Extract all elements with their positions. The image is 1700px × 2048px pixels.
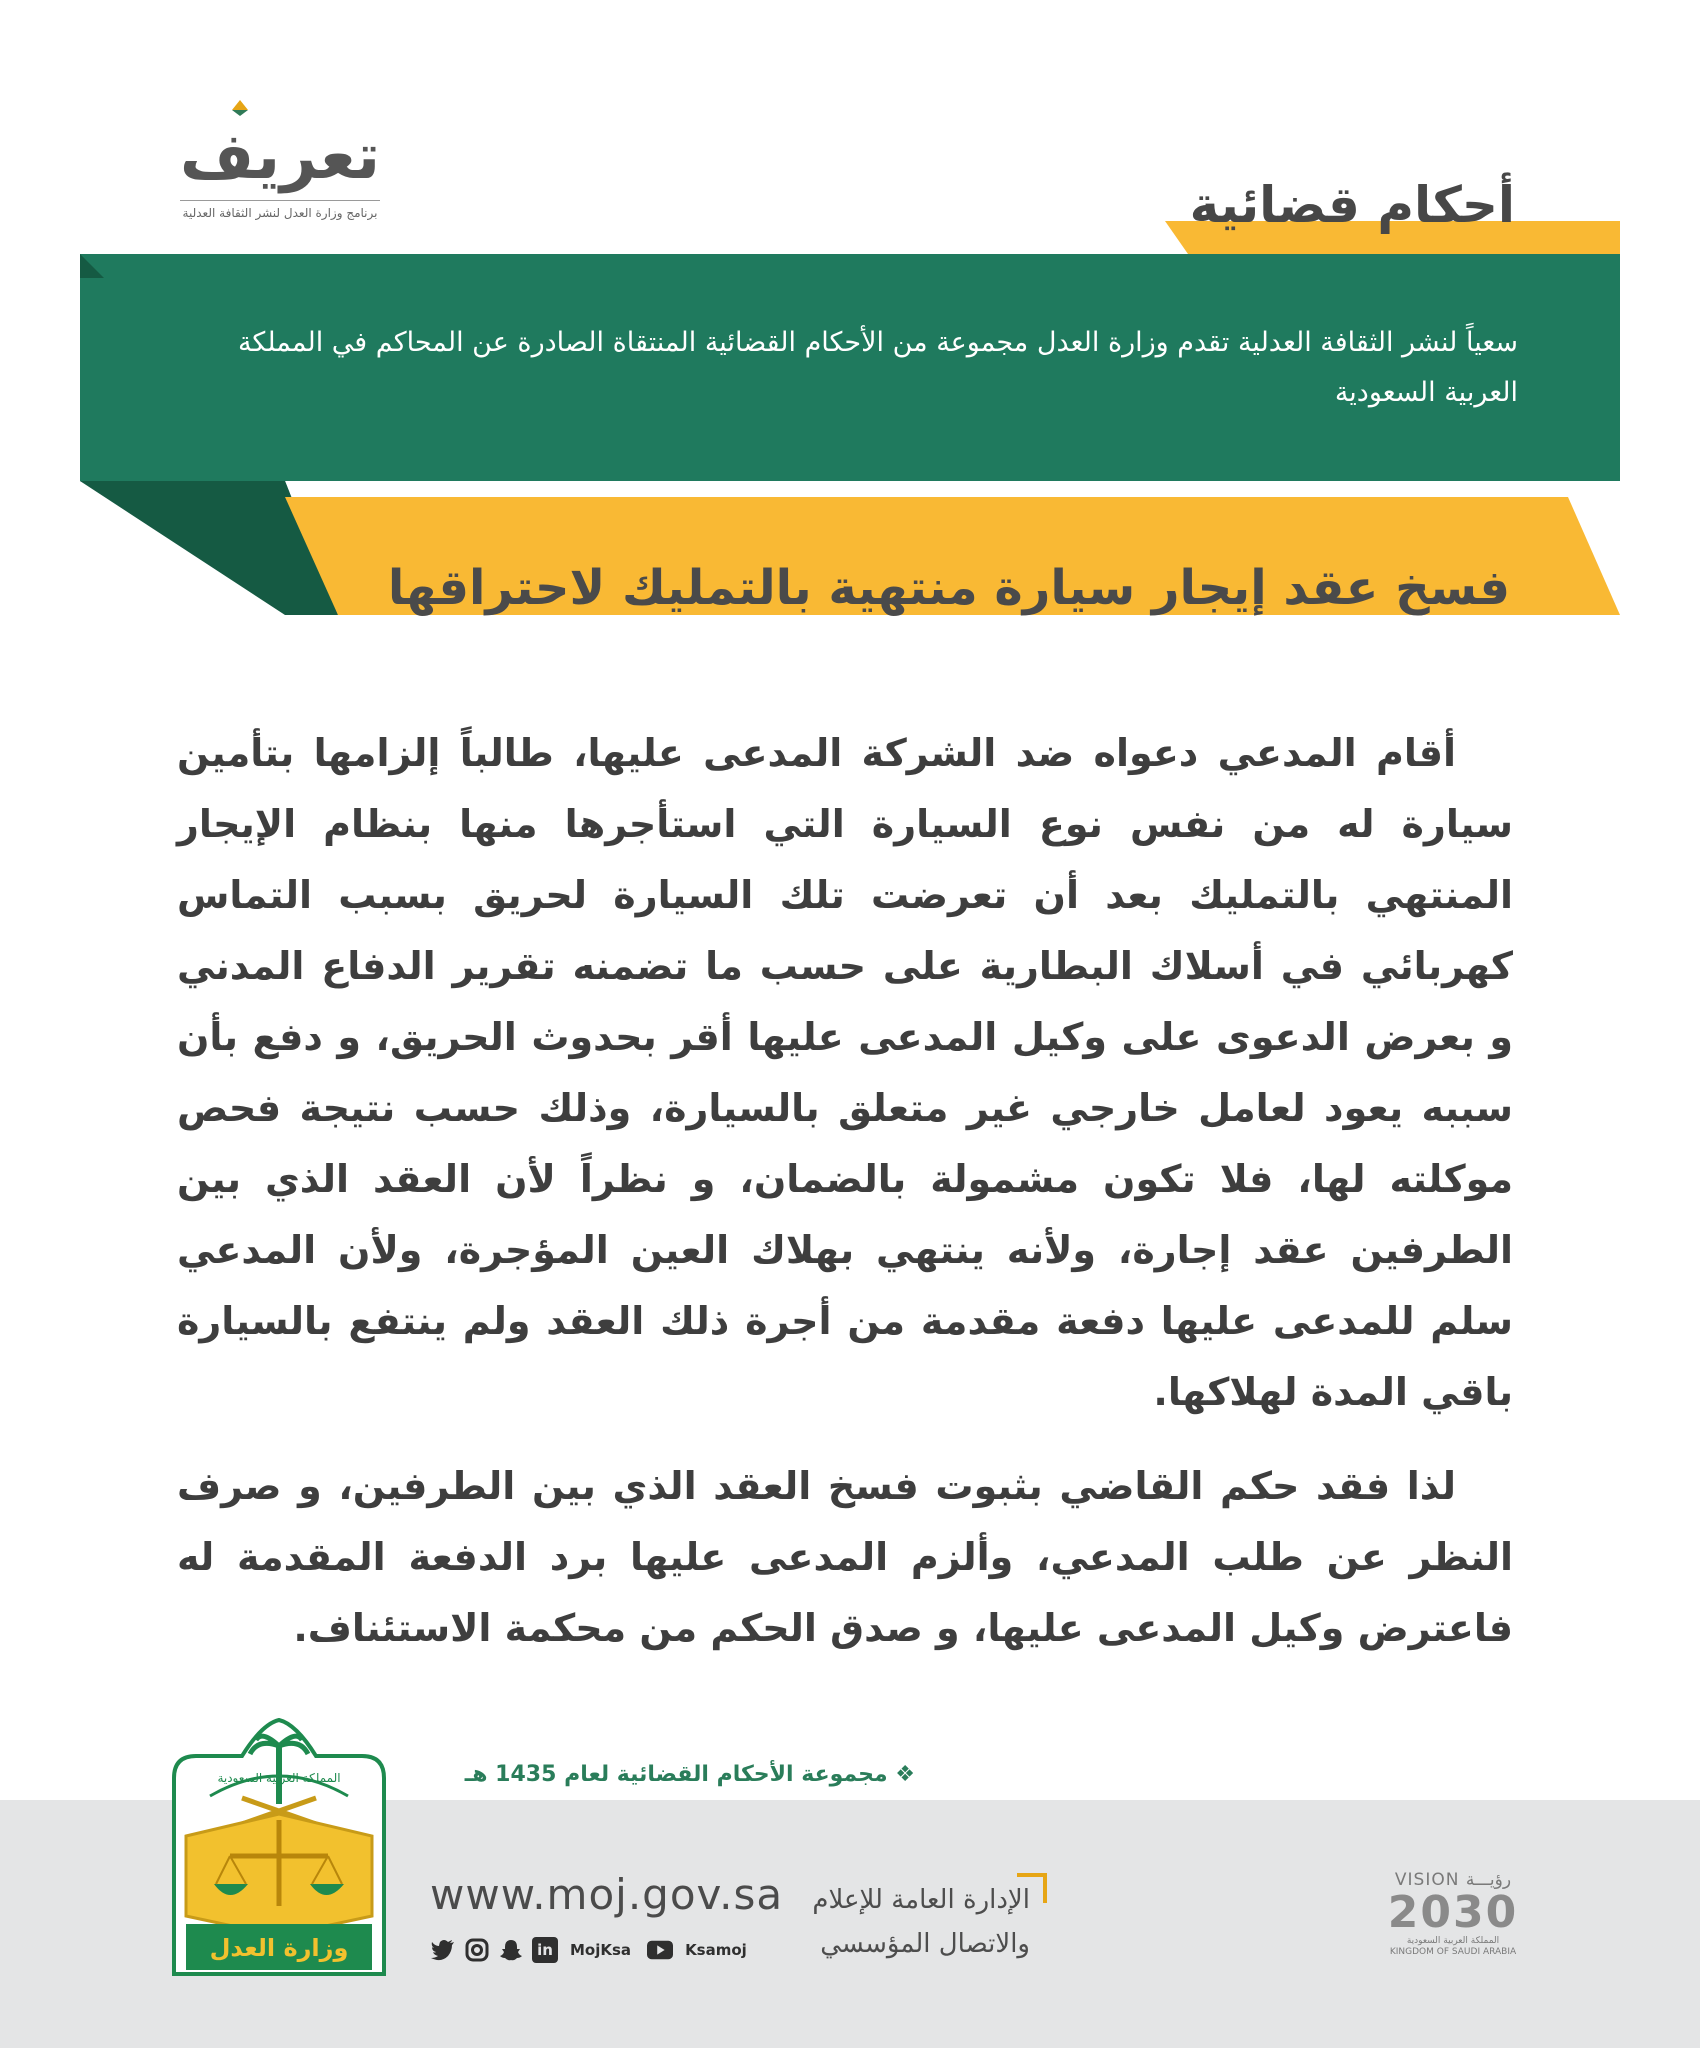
ministry-emblem-icon bbox=[172, 1716, 386, 1978]
vision-year: 2030 bbox=[1387, 1887, 1519, 1938]
source-note: ❖ مجموعة الأحكام القضائية لعام 1435 هـ bbox=[464, 1762, 915, 1787]
judgment-headline: فسخ عقد إيجار سيارة منتهية بالتمليك لاحتراقها bbox=[387, 560, 1510, 616]
vision-2030-logo bbox=[1378, 1870, 1528, 1980]
ruling-paragraph: لذا فقد حكم القاضي بثبوت فسخ العقد الذي بين الطرفين، و صرف النظر عن طلب المدعي، وألزم المدعى عليها برد الدفعة المقدمة له فاعترض وكيل المدعى عليها، و صدق الحكم من محكمة الاستئناف. bbox=[177, 1464, 1513, 1650]
case-facts-paragraph: أقام المدعي دعواه ضد الشركة المدعى عليها، طالباً إلزامها بتأمين سيارة له من نفس نوع السيارة التي استأجرها منها بنظام الإيجار المنتهي بالتمليك بعد أن تعرضت تلك السيارة لحريق بسبب التماس كهربائي في أسلاك البطارية على حسب ما تضمنه تقرير الدفاع المدني و بعرض الدعوى على وكيل المدعى عليها أقر بحدوث الحريق، و دفع بأن سببه يعود لعامل خارجي غير متعلق بالسيارة، وذلك حسب نتيجة فحص موكلته لها، فلا تكون مشمولة بالضمان، و نظراً لأن العقد الذي بين الطرفين عقد إجارة، ولأنه ينتهي بهلاك العين المؤجرة، ولأن المدعي سلم للمدعى عليها دفعة مقدمة من أجرة ذلك العقد ولم ينتفع بالسيارة باقي المدة لهلاكها. bbox=[177, 731, 1513, 1414]
department-line: والاتصال المؤسسي bbox=[820, 1929, 1030, 1959]
instagram-icon[interactable] bbox=[464, 1937, 490, 1963]
emblem-name-text: وزارة العدل bbox=[209, 1934, 349, 1962]
logo-tagline: برنامج وزارة العدل لنشر الثقافة العدلية bbox=[182, 206, 378, 220]
department-name bbox=[812, 1878, 1030, 1966]
social-handle: Ksamoj bbox=[685, 1941, 747, 1959]
social-links bbox=[430, 1934, 755, 1966]
website-link[interactable]: www.moj.gov.sa bbox=[430, 1870, 784, 1919]
vision-sub-en: KINGDOM OF SAUDI ARABIA bbox=[1389, 1947, 1517, 1957]
twitter-icon[interactable] bbox=[430, 1937, 456, 1963]
section-title: أحكام قضائية bbox=[1189, 176, 1515, 234]
snapchat-icon[interactable] bbox=[498, 1937, 524, 1963]
social-handle: MojKsa bbox=[570, 1941, 632, 1959]
logo-wordmark: تعريف bbox=[179, 120, 381, 194]
department-line: الإدارة العامة للإعلام bbox=[812, 1885, 1030, 1915]
vision-sub-ar: المملكة العربية السعودية bbox=[1406, 1936, 1500, 1946]
linkedin-icon[interactable]: in bbox=[532, 1937, 558, 1963]
vision-label: VISION رؤيـــة bbox=[1394, 1870, 1512, 1890]
emblem-top-text: المملكة العربية السعودية bbox=[217, 1771, 341, 1785]
youtube-icon[interactable] bbox=[647, 1937, 673, 1963]
intro-text: سعياً لنشر الثقافة العدلية تقدم وزارة العدل مجموعة من الأحكام القضائية المنتقاة الصادرة عن المحاكم في المملكة العربية السعودية bbox=[237, 327, 1518, 408]
